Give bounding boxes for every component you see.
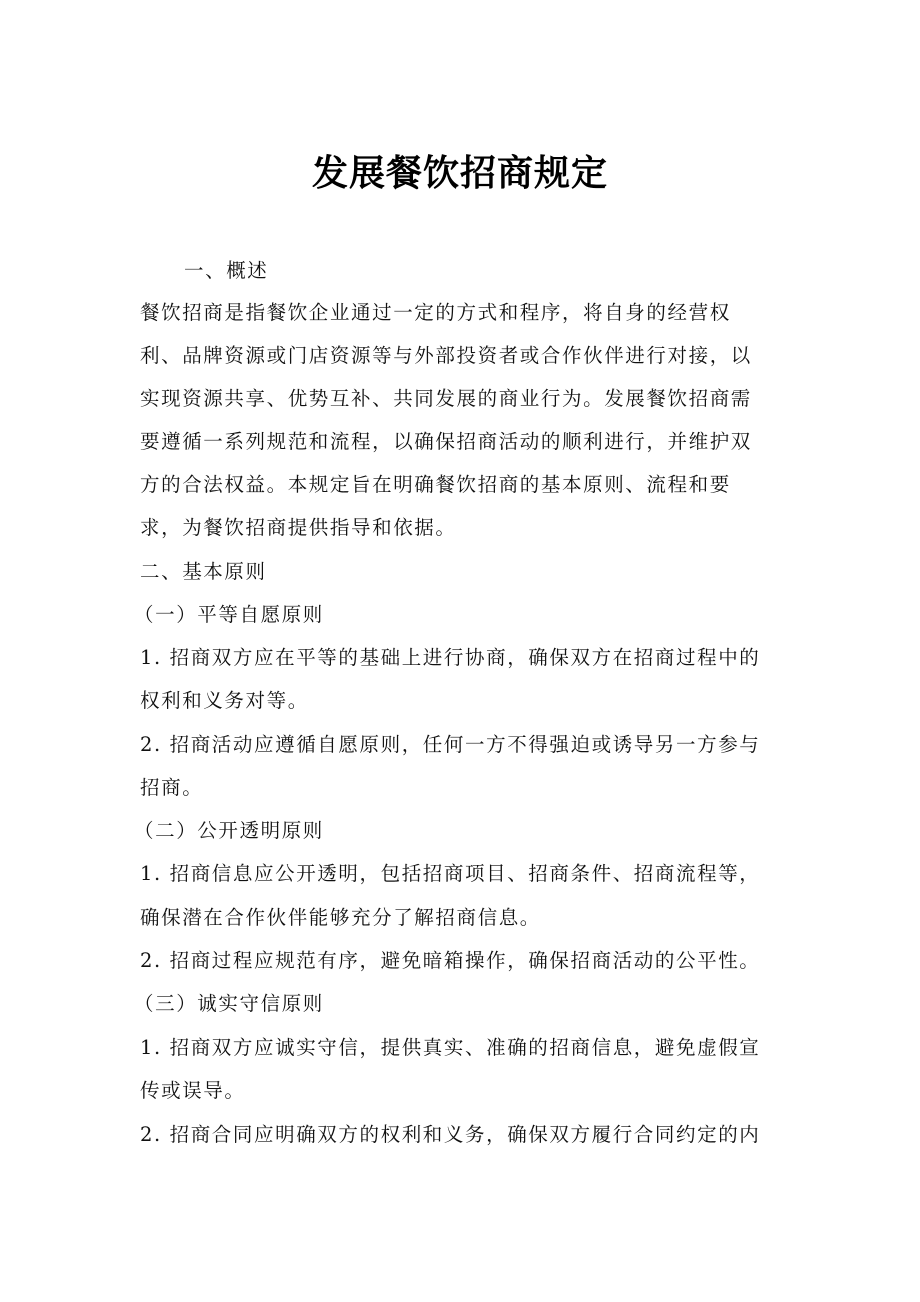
subsection-heading: （二）公开透明原则 <box>134 819 324 842</box>
list-item: 2. 招商过程应规范有序，避免暗箱操作，确保招商活动的公平性。 <box>140 949 761 972</box>
list-item: 1. 招商双方应在平等的基础上进行协商，确保双方在招商过程中的 <box>140 646 761 669</box>
list-item: 1. 招商双方应诚实守信，提供真实、准确的招商信息，避免虚假宣 <box>140 1036 761 1059</box>
subsection-heading: （一）平等自愿原则 <box>134 603 324 626</box>
subsection-heading: （三）诚实守信原则 <box>134 992 324 1015</box>
list-item-continuation: 招商。 <box>140 776 204 799</box>
list-item: 2. 招商活动应遵循自愿原则，任何一方不得强迫或诱导另一方参与 <box>140 733 761 756</box>
list-item-continuation: 权利和义务对等。 <box>140 689 309 712</box>
paragraph-line: 求，为餐饮招商提供指导和依据。 <box>140 516 457 539</box>
section-heading-overview: 一、概述 <box>184 259 269 282</box>
section-heading-principles: 二、基本原则 <box>140 560 267 583</box>
paragraph-line: 实现资源共享、优势互补、共同发展的商业行为。发展餐饮招商需 <box>140 387 752 410</box>
paragraph-line: 利、品牌资源或门店资源等与外部投资者或合作伙伴进行对接，以 <box>140 344 752 367</box>
list-item-continuation: 传或误导。 <box>140 1079 246 1102</box>
paragraph-line: 方的合法权益。本规定旨在明确餐饮招商的基本原则、流程和要 <box>140 473 731 496</box>
paragraph-line: 要遵循一系列规范和流程，以确保招商活动的顺利进行，并维护双 <box>140 430 752 453</box>
paragraph-line: 餐饮招商是指餐饮企业通过一定的方式和程序，将自身的经营权 <box>140 301 731 324</box>
list-item: 2. 招商合同应明确双方的权利和义务，确保双方履行合同约定的内 <box>140 1123 761 1146</box>
document-title: 发展餐饮招商规定 <box>311 153 608 194</box>
list-item-continuation: 确保潜在合作伙伴能够充分了解招商信息。 <box>140 906 541 929</box>
list-item: 1. 招商信息应公开透明，包括招商项目、招商条件、招商流程等， <box>140 862 761 885</box>
